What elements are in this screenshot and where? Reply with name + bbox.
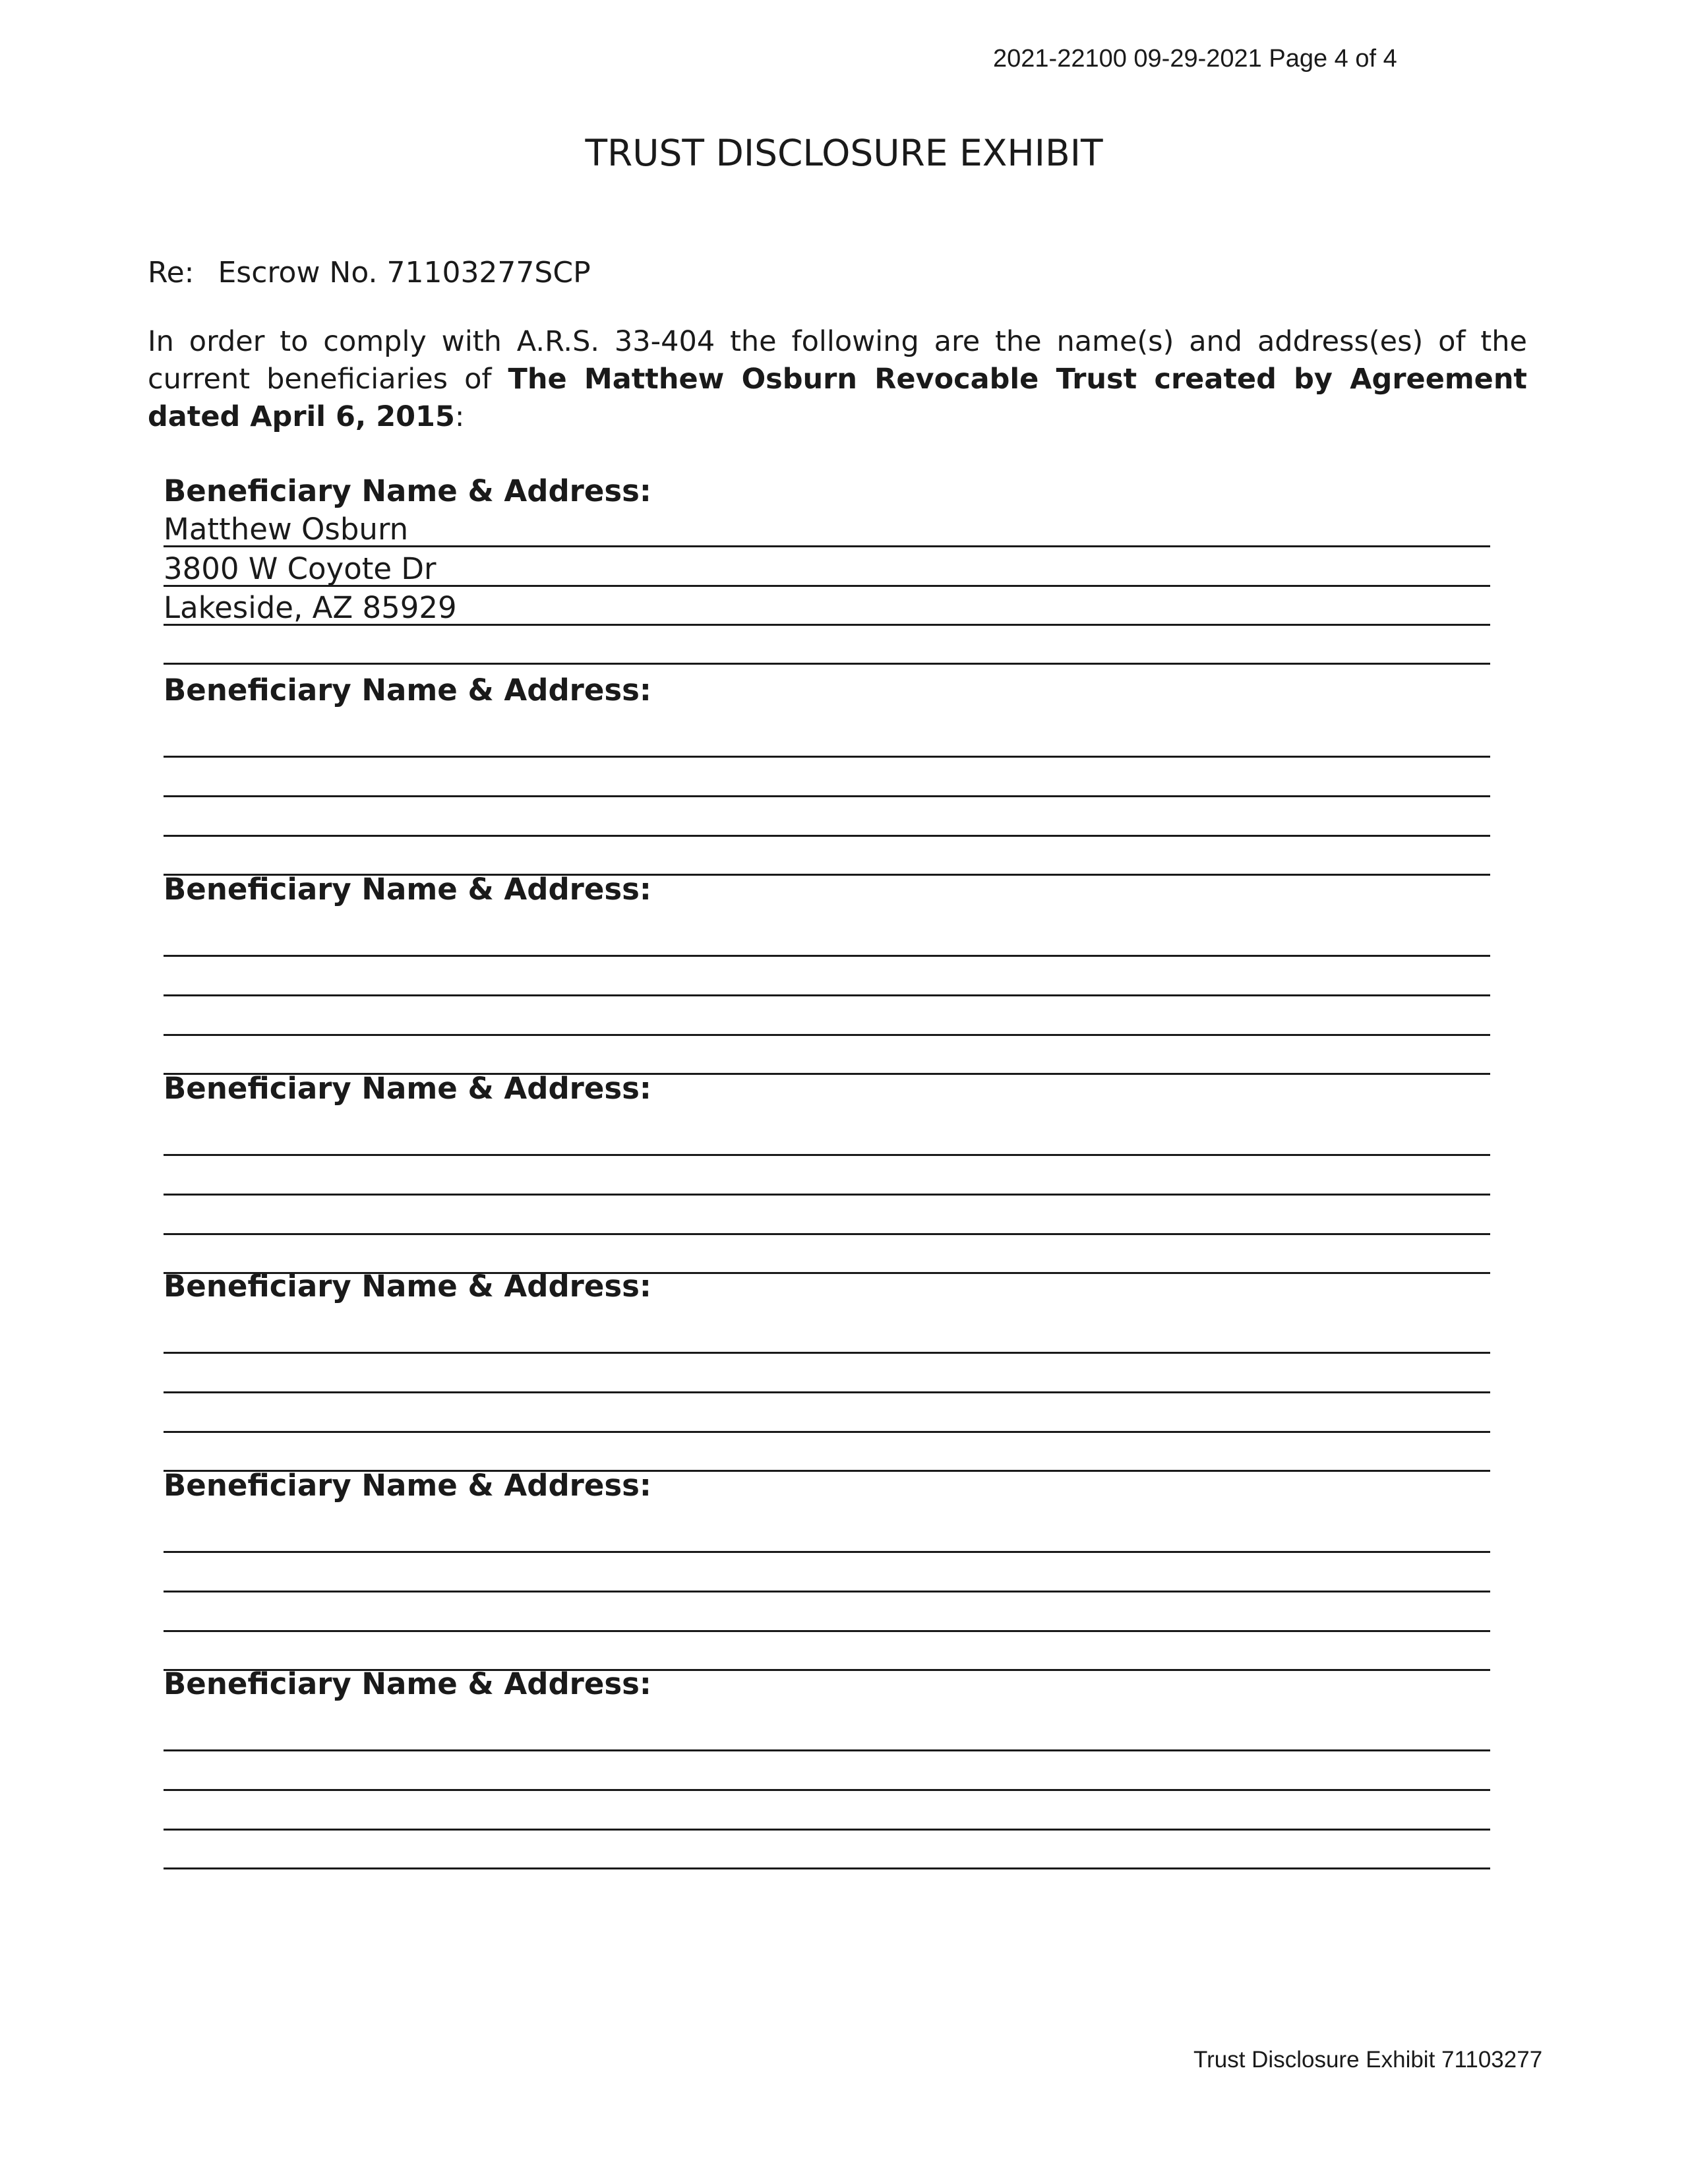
beneficiary-address-line[interactable] (164, 1354, 1490, 1393)
beneficiary-name-line[interactable] (164, 1117, 1490, 1156)
beneficiary-address-line[interactable] (164, 548, 1490, 587)
beneficiary-heading: Beneficiary Name & Address: (164, 473, 651, 508)
beneficiary-address-line[interactable] (164, 957, 1490, 996)
beneficiary-name-line[interactable] (164, 1315, 1490, 1354)
beneficiary-address-line[interactable] (164, 1792, 1490, 1831)
beneficiary-address-line[interactable] (164, 837, 1490, 876)
beneficiary-address-line[interactable] (164, 1593, 1490, 1632)
beneficiary-heading: Beneficiary Name & Address: (164, 1071, 651, 1106)
recording-stamp: 2021-22100 09-29-2021 Page 4 of 4 (993, 45, 1397, 73)
beneficiary-address-line[interactable] (164, 1036, 1490, 1075)
escrow-reference (148, 256, 591, 289)
field-value: 3800 W Coyote Dr (164, 551, 437, 586)
beneficiary-heading: Beneficiary Name & Address: (164, 673, 651, 708)
beneficiary-address-line[interactable] (164, 1394, 1490, 1433)
beneficiary-heading: Beneficiary Name & Address: (164, 1269, 651, 1304)
beneficiary-name-line[interactable] (164, 508, 1490, 547)
beneficiary-address-line[interactable] (164, 1632, 1490, 1671)
beneficiary-address-line[interactable] (164, 587, 1490, 626)
intro-text: In order to comply with A.R.S. 33-404 the following are the name(s) and address(es) of the current beneficiaries of (148, 325, 1527, 396)
trust-name: The Matthew Osburn Revocable Trust created by Agreement dated April 6, 2015 (148, 363, 1527, 433)
beneficiary-address-line[interactable] (164, 1196, 1490, 1235)
beneficiary-address-line[interactable] (164, 758, 1490, 797)
beneficiary-name-line[interactable] (164, 918, 1490, 957)
re-label: Re: (148, 256, 195, 289)
beneficiary-heading: Beneficiary Name & Address: (164, 1468, 651, 1503)
beneficiary-address-line[interactable] (164, 1554, 1490, 1592)
beneficiary-name-line[interactable] (164, 719, 1490, 758)
escrow-number: Escrow No. 71103277SCP (218, 256, 591, 289)
page-title: TRUST DISCLOSURE EXHIBIT (585, 132, 1103, 174)
beneficiary-address-line[interactable] (164, 798, 1490, 837)
beneficiary-address-line[interactable] (164, 1157, 1490, 1196)
page-footer: Trust Disclosure Exhibit 71103277 (1193, 2047, 1543, 2073)
beneficiary-address-line[interactable] (164, 1831, 1490, 1869)
field-value: Matthew Osburn (164, 512, 409, 547)
intro-paragraph (148, 323, 1527, 436)
beneficiary-heading: Beneficiary Name & Address: (164, 1666, 651, 1701)
beneficiary-address-line[interactable] (164, 997, 1490, 1036)
beneficiary-address-line[interactable] (164, 1433, 1490, 1472)
intro-colon: : (454, 400, 465, 433)
beneficiary-address-line[interactable] (164, 626, 1490, 665)
beneficiary-address-line[interactable] (164, 1752, 1490, 1791)
field-value: Lakeside, AZ 85929 (164, 590, 457, 625)
beneficiary-name-line[interactable] (164, 1713, 1490, 1751)
beneficiary-name-line[interactable] (164, 1514, 1490, 1553)
beneficiary-heading: Beneficiary Name & Address: (164, 872, 651, 907)
